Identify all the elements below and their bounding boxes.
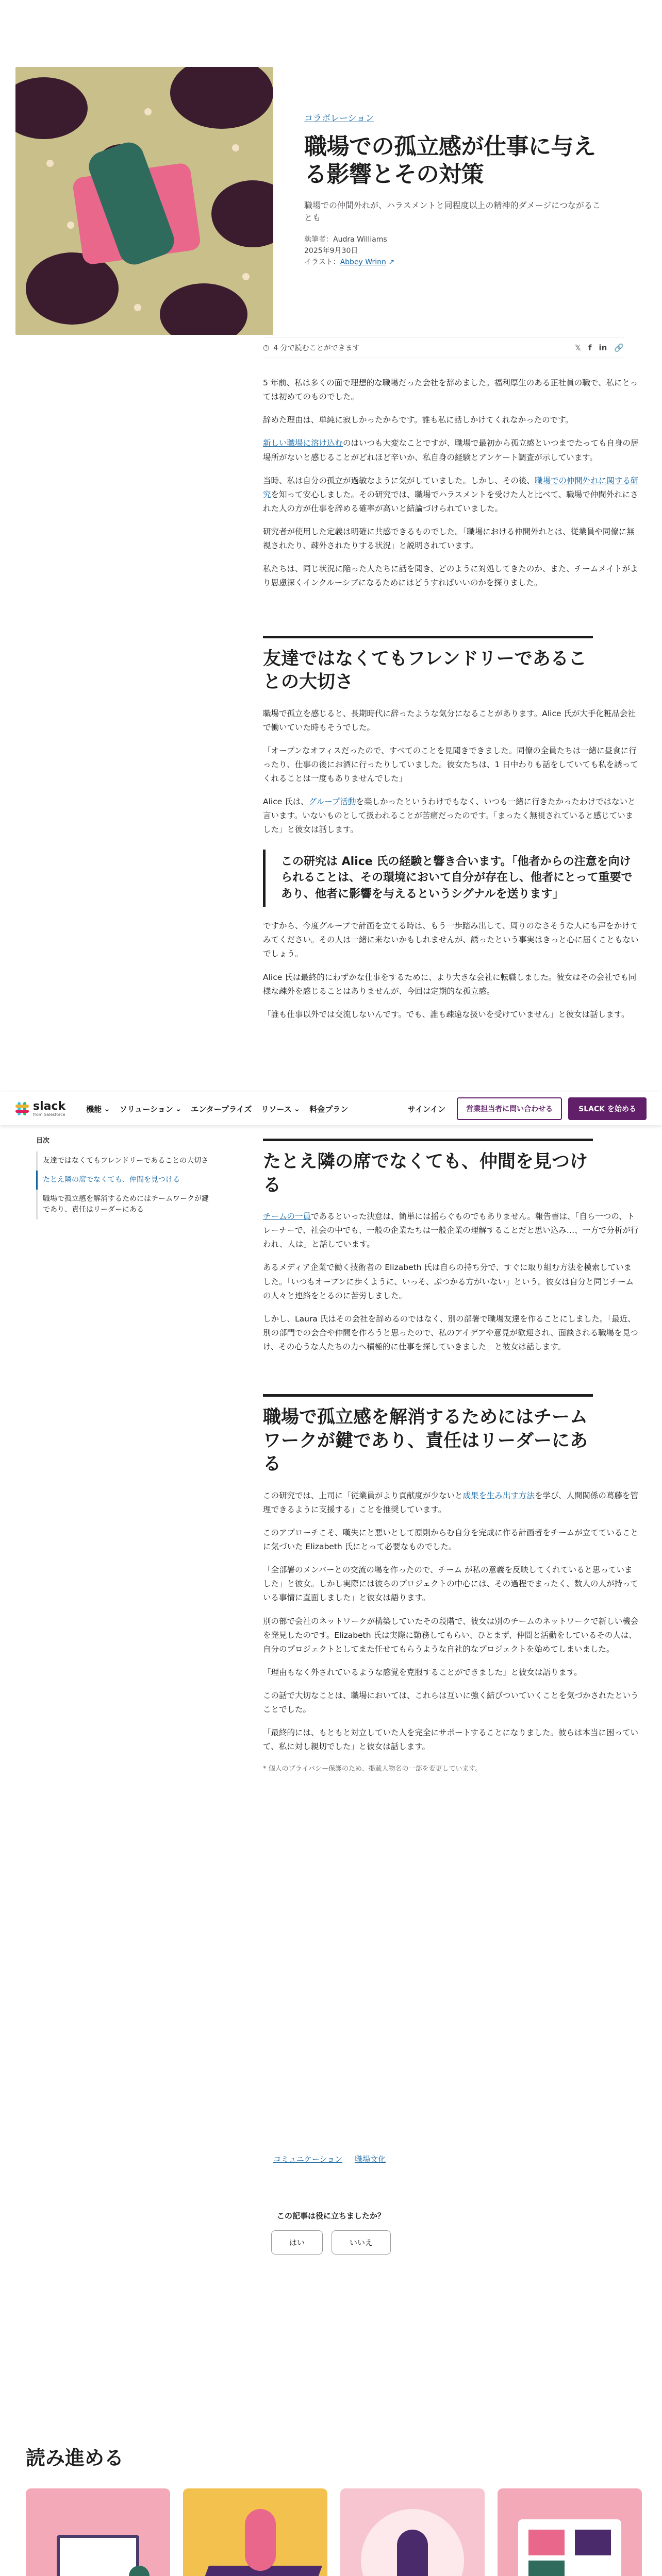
inline-link[interactable]: グループ活動 — [308, 797, 356, 807]
linkedin-icon[interactable]: in — [599, 343, 607, 352]
tag-link[interactable]: コミュニケーション — [273, 2155, 343, 2164]
card-image — [340, 2488, 485, 2576]
toc-heading: 目次 — [36, 1137, 50, 1145]
body-paragraph: 職場で孤立を感じると、長期時代に辞ったような気分になることがあります。Alice 氏が大手化粧品会社で働いていた時もそうでした。 — [263, 708, 636, 732]
body-text: 当時、私は自分の孤立が過敏なように気がしていました。しかし、その後、 — [263, 476, 535, 485]
publish-date: 2025年9月30日 — [304, 247, 358, 256]
signin-link[interactable]: サインイン — [407, 1104, 446, 1114]
body-paragraph: 「全部署のメンバーとの交流の場を作ったので、チーム が私の意義を反映してくれていると思っていました」と彼女。しかし実際には彼らのプロジェクトの中心には、その過程でまったく、数人の人が持っている事情に直面しました」と彼女は語ります。 — [263, 1565, 638, 1603]
inline-link[interactable]: チームの一員 — [263, 1212, 311, 1221]
footnote: * 個人のプライバシー保護のため、掲載人物名の一部を変更しています。 — [263, 1765, 482, 1773]
body-paragraph: 「オープンなオフィスだったので、すべてのことを見聞きできました。同僚の全員たちは一緒に昼食に行ったり、仕事の後にお酒に行ったりしていました。彼女たちは、1 日中わりも話をしていても私を誘ってくれることは一度もありませんでした」 — [263, 745, 638, 783]
nav-features[interactable]: 機能 ⌄ — [86, 1104, 110, 1114]
feedback-widget — [0, 2210, 662, 2255]
article-deck: 職場での仲間外れが、ハラスメントと同程度以上の精神的ダメージにつながることも — [304, 200, 601, 223]
body-paragraph: 別の部で会社のネットワークが構築していたその段階で、彼女は別のチームのネットワークで新しい機会を発見したのです。Elizabeth 氏は実際に勤務してもらい、ひとまず、仲間と活動をしているその人は、自分のプロジェクトとしてまた任せてもらうような自社的なプロジェクトを始めてしまいました。 — [263, 1616, 639, 1654]
section-heading: 友達ではなくてもフレンドリーであることの大切さ — [263, 636, 593, 694]
article-title: 職場での孤立感が仕事に与える影響とその対策 — [304, 133, 596, 188]
body-paragraph: 5 年前、私は多くの面で理想的な職場だった会社を辞めました。福利厚生のある正社員の職で、私にとっては初めてのものでした。 — [263, 378, 638, 402]
body-paragraph: 私たちは、同じ状況に陥った人たちに話を聞き、どのように対処してきたのか、また、チームメイトがより思慮深くインクルーシブになるためにはどうすればいいのかを探りました。 — [263, 564, 638, 588]
logo-sub: from Salesforce — [33, 1112, 65, 1117]
slack-hash-icon — [15, 1102, 29, 1115]
body-paragraph: 「最終的には、もともと対立していた人を完全にサポートすることになりました。彼らは本当に困っていて、私に対し親切でした」と彼女は話します。 — [263, 1728, 639, 1752]
feedback-question: この記事は役に立ちましたか？ — [276, 2211, 385, 2221]
tag-list — [273, 2154, 386, 2164]
body-paragraph: ですから、今度グループで計画を立てる時は、もう一歩踏み出して、周りのなさそうな人にも声をかけてみてください。その人は一緒に来ないかもしれませんが、誘ったという事実はきっと心に届くこともないでしょう。 — [263, 921, 639, 959]
body-paragraph: のはいつも大変なことですが、職場で最初から孤立感といつまでたっても自身の居場所がないと感じることがどれほど辛いか、私自身の経験とアンケート調査が示しています。 — [263, 438, 639, 462]
card-image — [26, 2488, 170, 2576]
inline-link[interactable]: 職場での仲間外れに関する研究 — [263, 476, 639, 499]
body-text: Alice 氏は、 — [263, 797, 309, 807]
toc-item-active[interactable]: たとえ隣の席でなくても、仲間を見つける — [36, 1171, 211, 1190]
nav-enterprise[interactable]: エンタープライズ — [191, 1104, 252, 1114]
try-slack-button[interactable]: SLACK を始める — [568, 1097, 647, 1120]
section-heading: 職場で孤立感を解消するためにはチームワークが鍵であり、責任はリーダーにある — [263, 1394, 593, 1477]
body-paragraph: 研究者が使用した定義は明確に共感できるものでした。「職場における仲間外れとは、従業員や同僚に無視されたり、疎外されたりする状況」と説明されています。 — [263, 527, 635, 551]
sticky-navbar — [0, 1092, 662, 1125]
related-card[interactable] — [498, 2488, 642, 2576]
card-image — [498, 2488, 642, 2576]
x-icon[interactable]: 𝕏 — [574, 343, 581, 352]
toc-item[interactable]: 友達ではなくてもフレンドリーであることの大切さ — [36, 1151, 211, 1171]
body-text: を楽しかったというわけでもなく、いつも一緒に行きたかったわけではないと言います。いないものとして扱われることが苦痛だったのです。「まったく無視されていると感じていました」と彼女は話します。 — [263, 797, 636, 835]
body-paragraph: Alice 氏は最終的にわずかな仕事をするために、より大きな会社に転職しました。彼女はその会社でも同様な疎外を感じることはありませんが、今回は定期的な孤立感。 — [263, 972, 637, 996]
nav-solutions[interactable]: ソリューション ⌄ — [119, 1104, 182, 1114]
inline-link[interactable]: 成果を生み出す方法 — [462, 1490, 535, 1500]
body-text: を学び、人間関係の葛藤を管理できるように支援する」ことを推奨しています。 — [263, 1490, 638, 1514]
inline-link[interactable]: 新しい職場に溶け込む — [263, 438, 343, 448]
related-card[interactable] — [340, 2488, 485, 2576]
body-text: この研究では、上司に「従業員がより貢献度が少ないと — [263, 1490, 463, 1500]
article-category-link[interactable]: コラボレーション — [304, 113, 374, 124]
body-paragraph: 「理由もなく外されているような感覚を克服することができました」と彼女は語ります。 — [263, 1667, 582, 1677]
body-paragraph: この話で大切なことは、職場においては、これらは互いに強く結びついていくことを気づかされたということでした。 — [263, 1691, 639, 1715]
chevron-down-icon: ⌄ — [175, 1104, 182, 1113]
illustrator-label: イラスト： — [304, 258, 340, 266]
feedback-yes-button[interactable]: はい — [271, 2230, 323, 2255]
body-text: を知って安心しました。その研究では、職場でハラスメントを受けた人と比べて、職場で仲間外れにされた人の方が仕事を辞める確率が高いと結論づけられていました。 — [263, 489, 638, 513]
slack-logo[interactable] — [15, 1101, 65, 1117]
related-heading: 読み進める — [26, 2447, 124, 2469]
share-row — [263, 337, 624, 358]
feedback-no-button[interactable]: いいえ — [332, 2230, 391, 2255]
pull-quote: この研究は Alice 氏の経験と響き合います。「他者からの注意を向けられることは、その環境において自分が存在し、他者にとって重要であり、他者に影響を与えるというシグナルを送ります」 — [263, 850, 639, 907]
body-text: であるといった決意は、簡単には揺らぐものでもありません。報告書は、「自ら一つの、トレーナーで、社会の中でも、一般の企業たちは一般企業の理解することだと思い込み…、一方で分析が行われ、人は」と話しています。 — [263, 1212, 639, 1249]
logo-wordmark: slack — [33, 1099, 66, 1113]
author-label: 執筆者：Audra Williams — [304, 235, 387, 244]
chevron-down-icon: ⌄ — [293, 1104, 301, 1113]
related-card[interactable] — [183, 2488, 327, 2576]
link-icon[interactable]: 🔗 — [614, 343, 624, 352]
body-paragraph: 辞めた理由は、単純に寂しかったからです。誰も私に話しかけてくれなかったのです。 — [263, 415, 573, 425]
nav-pricing[interactable]: 料金プラン — [309, 1104, 349, 1114]
body-paragraph: しかし、Laura 氏はその会社を辞めるのではなく、別の部署で職場友達を作ることにしました。「最近、別の部門での会合や仲間を作ろうと思ったので、私のアイデアや意見が歓迎され、面談される職場を見つけ、その心うな人たちの力へ積極的に仕事を探していきました」と彼女は話します。 — [263, 1314, 638, 1351]
facebook-icon[interactable]: f — [588, 343, 592, 352]
body-paragraph: あるメディア企業で働く技術者の Elizabeth 氏は自らの持ち分で、すぐに取り組む方法を模索していました。「いつもオープンに歩くように、いっそ、ぶつかる方がいない」という。彼女は自分と同じチームの人々と連絡をとるのに苦労しました。 — [263, 1263, 634, 1300]
hero-illustration — [15, 67, 273, 335]
nav-resources[interactable]: リソース ⌄ — [261, 1104, 301, 1114]
toc-item[interactable]: 職場で孤立感を解消するためにはチームワークが鍵であり、責任はリーダーにある — [36, 1190, 211, 1219]
chevron-down-icon: ⌄ — [104, 1104, 110, 1113]
tag-link[interactable]: 職場文化 — [355, 2155, 386, 2164]
read-time: 4 分で読むことができます — [273, 344, 360, 352]
body-paragraph: 「誰も仕事以外では交流しないんです。でも、誰も疎遠な扱いを受けていません」と彼女は話します。 — [263, 1009, 630, 1019]
contact-sales-button[interactable]: 営業担当者に問い合わせる — [457, 1097, 562, 1120]
table-of-contents — [36, 1136, 211, 1219]
section-heading: たとえ隣の席でなくても、仲間を見つける — [263, 1139, 593, 1197]
card-image — [183, 2488, 327, 2576]
clock-icon: ◷ — [263, 344, 270, 352]
body-paragraph: このアプローチこそ、嘆失にと悪いとして原則からむ自分を完成に作る計画者をチームが立てていることに気づいた Elizabeth 氏にとって必要なものでした。 — [263, 1528, 639, 1551]
illustrator-link[interactable]: Abbey Wrinn — [340, 258, 386, 266]
external-link-icon: ↗ — [388, 258, 395, 266]
related-card[interactable] — [26, 2488, 170, 2576]
